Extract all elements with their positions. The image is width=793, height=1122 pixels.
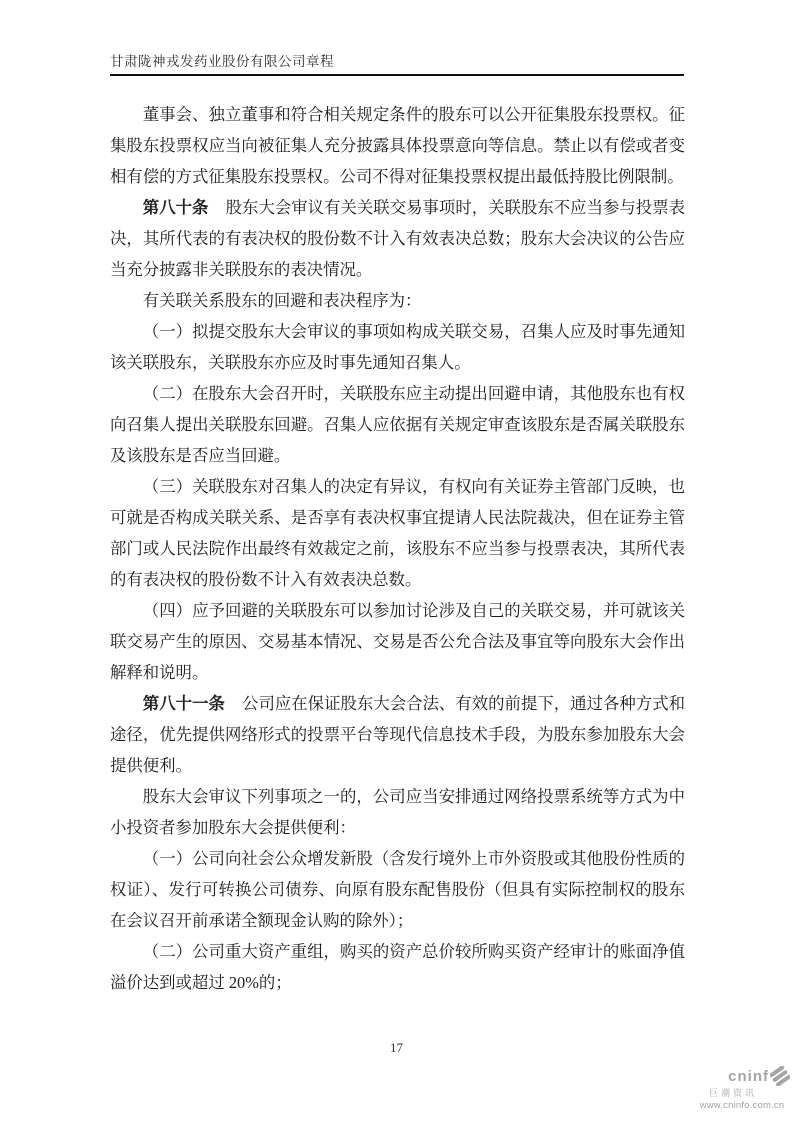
clause-paragraph	[110, 192, 685, 285]
paragraph-text: 股东大会审议下列事项之一的，公司应当安排通过网络投票系统等方式为中小投资者参加股东大会提供便利：	[110, 787, 685, 837]
clause-paragraph	[110, 688, 685, 781]
body-paragraph	[110, 99, 685, 192]
cninfo-logo	[694, 1066, 790, 1111]
paragraph-text: （二）在股东大会召开时，关联股东应主动提出回避申请，其他股东也有权向召集人提出关联股东回避。召集人应依据有关规定审查该股东是否属关联股东及该股东是否应当回避。	[110, 384, 685, 465]
paragraph-text: 公司应在保证股东大会合法、有效的前提下，通过各种方式和途径，优先提供网络形式的投票平台等现代信息技术手段，为股东参加股东大会提供便利。	[110, 694, 685, 775]
clause-number: 第八十条	[142, 198, 209, 217]
body-paragraph	[110, 378, 685, 471]
paragraph-text: （四）应予回避的关联股东可以参加讨论涉及自己的关联交易，并可就该关联交易产生的原因、交易基本情况、交易是否公允合法及事宜等向股东大会作出解释和说明。	[110, 601, 685, 682]
paragraph-text: 股东大会审议有关关联交易事项时，关联股东不应当参与投票表决，其所代表的有表决权的股份数不计入有效表决总数；股东大会决议的公告应当充分披露非关联股东的表决情况。	[110, 198, 685, 279]
document-body	[110, 99, 685, 998]
paragraph-text: （一）拟提交股东大会审议的事项如构成关联交易，召集人应及时事先通知该关联股东，关联股东亦应及时事先通知召集人。	[110, 322, 685, 372]
body-paragraph	[110, 285, 685, 316]
page-number: 17	[390, 1040, 403, 1055]
cninfo-wordmark-row	[694, 1066, 790, 1086]
paragraph-text: （一）公司向社会公众增发新股（含发行境外上市外资股或其他股份性质的权证）、发行可转换公司债券、向原有股东配售股份（但具有实际控制权的股东在会议召开前承诺全额现金认购的除外）；	[110, 849, 685, 930]
header-title: 甘肃陇神戎发药业股份有限公司章程	[110, 54, 334, 69]
paragraph-text: （二）公司重大资产重组，购买的资产总价较所购买资产经审计的账面净值溢价达到或超过 20%的；	[110, 942, 685, 992]
body-paragraph	[110, 843, 685, 936]
cninfo-swirl-icon	[770, 1066, 790, 1086]
body-paragraph	[110, 936, 685, 998]
clause-number: 第八十一条	[142, 694, 225, 713]
paragraph-text: （三）关联股东对召集人的决定有异议，有权向有关证券主管部门反映，也可就是否构成关联关系、是否享有表决权事宜提请人民法院裁决，但在证券主管部门或人民法院作出最终有效裁定之前，该股东不应当参与投票表决，其所代表的有表决权的股份数不计入有效表决总数。	[110, 477, 685, 589]
cninfo-chinese-name: 巨潮资讯	[708, 1088, 757, 1098]
cninfo-wordmark: cninf	[728, 1067, 769, 1085]
paragraph-text: 有关联关系股东的回避和表决程序为：	[142, 291, 422, 310]
cninfo-url: www.cninfo.com.cn	[699, 1100, 785, 1111]
body-paragraph	[110, 316, 685, 378]
body-paragraph	[110, 781, 685, 843]
body-paragraph	[110, 471, 685, 595]
paragraph-text: 董事会、独立董事和符合相关规定条件的股东可以公开征集股东投票权。征集股东投票权应当向被征集人充分披露具体投票意向等信息。禁止以有偿或者变相有偿的方式征集股东投票权。公司不得对征集投票权提出最低持股比例限制。	[110, 105, 685, 186]
page-header	[110, 50, 684, 76]
body-paragraph	[110, 595, 685, 688]
